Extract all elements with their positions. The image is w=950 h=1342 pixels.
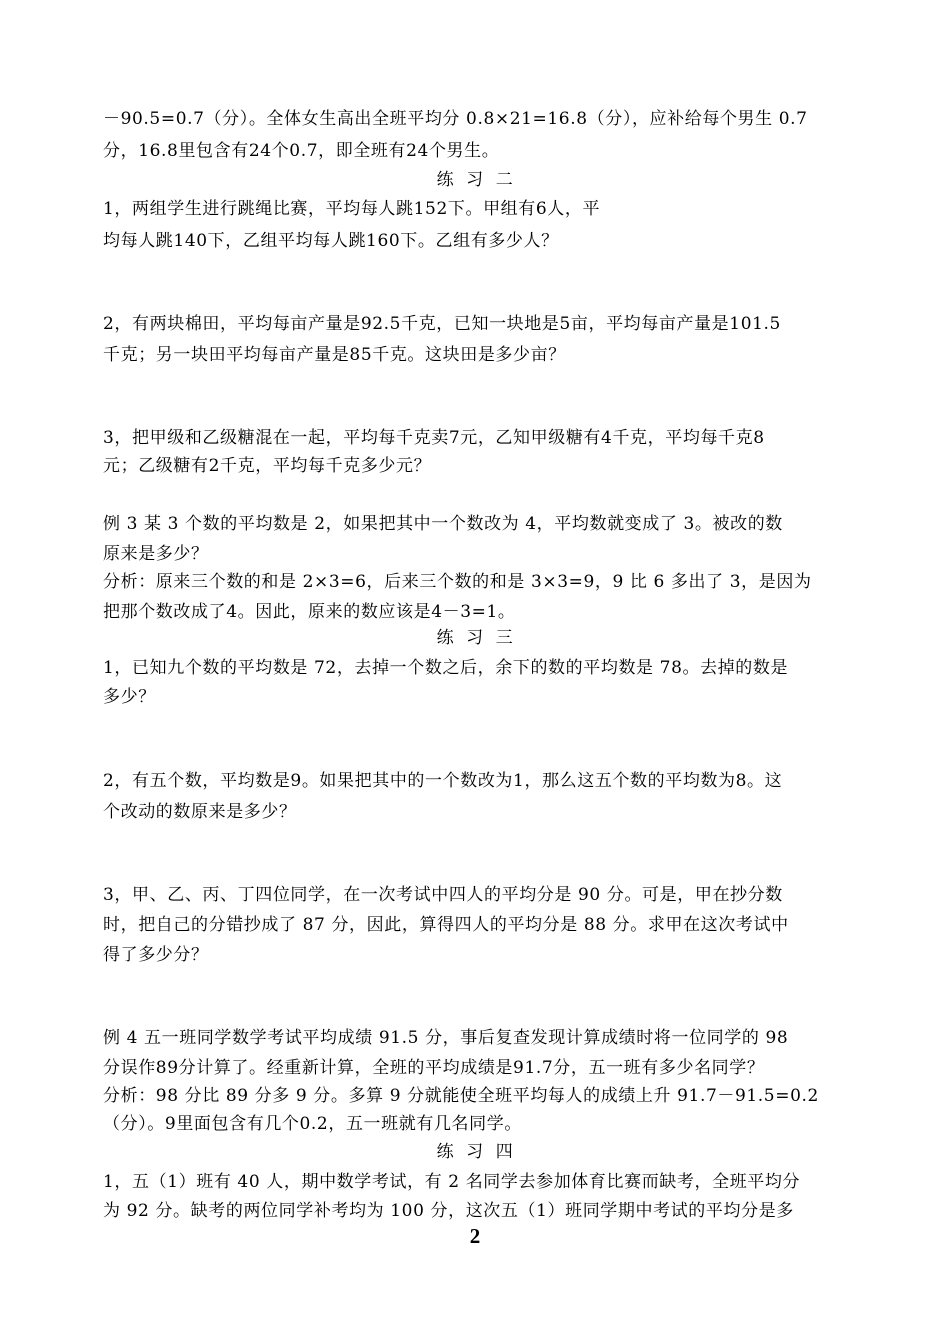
intro-line-1: －90.5=0.7（分）。全体女生高出全班平均分 0.8×21=16.8（分），应补给每个男生 0.7 [103, 109, 808, 129]
exercise-3-q1-line-1: 1，已知九个数的平均数是 72，去掉一个数之后，余下的数的平均数是 78。去掉的数是 [103, 658, 789, 678]
example-3-analysis-line-1: 分析：原来三个数的和是 2×3=6，后来三个数的和是 3×3=9，9 比 6 多出了 3，是因为 [103, 572, 812, 592]
intro-line-2: 分，16.8里包含有24个0.7，即全班有24个男生。 [103, 141, 500, 161]
exercise-4-q1-line-2: 为 92 分。缺考的两位同学补考均为 100 分，这次五（1）班同学期中考试的平均分是多 [103, 1201, 794, 1221]
exercise-2-q1-line-2: 均每人跳140下，乙组平均每人跳160下。乙组有多少人？ [103, 231, 559, 251]
exercise-2-heading: 练 习 二 [436, 170, 514, 190]
example-3-analysis-line-2: 把那个数改成了4。因此，原来的数应该是4－3=1。 [103, 602, 516, 622]
exercise-3-q2-line-2: 个改动的数原来是多少？ [103, 802, 297, 822]
exercise-3-heading: 练 习 三 [436, 628, 514, 648]
exercise-2-q2-line-2: 千克；另一块田平均每亩产量是85千克。这块田是多少亩？ [103, 345, 566, 365]
exercise-2-q3-line-1: 3，把甲级和乙级糖混在一起，平均每千克卖7元，乙知甲级糖有4千克，平均每千克8 [103, 428, 765, 448]
exercise-3-q3-line-2: 时，把自己的分错抄成了 87 分，因此，算得四人的平均分是 88 分。求甲在这次考试中 [103, 915, 789, 935]
exercise-3-q3-line-1: 3，甲、乙、丙、丁四位同学，在一次考试中四人的平均分是 90 分。可是，甲在抄分数 [103, 885, 783, 905]
exercise-2-q2-line-1: 2，有两块棉田，平均每亩产量是92.5千克，已知一块地是5亩，平均每亩产量是101.5 [103, 314, 781, 334]
exercise-2-q3-line-2: 元；乙级糖有2千克，平均每千克多少元？ [103, 456, 432, 476]
example-4-line-1: 例 4 五一班同学数学考试平均成绩 91.5 分，事后复查发现计算成绩时将一位同学的 98 [103, 1028, 789, 1048]
example-3-line-1: 例 3 某 3 个数的平均数是 2，如果把其中一个数改为 4，平均数就变成了 3。被改的数 [103, 514, 783, 534]
exercise-4-heading: 练 习 四 [436, 1142, 514, 1162]
exercise-3-q3-line-3: 得了多少分？ [103, 945, 209, 965]
exercise-3-q2-line-1: 2，有五个数，平均数是9。如果把其中的一个数改为1，那么这五个数的平均数为8。这 [103, 771, 783, 791]
page-number: 2 [469, 1224, 481, 1248]
exercise-2-q1-line-1: 1，两组学生进行跳绳比赛，平均每人跳152下。甲组有6人，平 [103, 199, 601, 219]
exercise-3-q1-line-2: 多少？ [103, 687, 156, 707]
example-3-line-2: 原来是多少？ [103, 544, 209, 564]
example-4-analysis-line-2: （分）。9里面包含有几个0.2，五一班就有几名同学。 [103, 1114, 522, 1134]
exercise-4-q1-line-1: 1，五（1）班有 40 人，期中数学考试，有 2 名同学去参加体育比赛而缺考，全班平均分 [103, 1172, 801, 1192]
example-4-line-2: 分误作89分计算了。经重新计算，全班的平均成绩是91.7分，五一班有多少名同学？ [103, 1058, 765, 1078]
example-4-analysis-line-1: 分析：98 分比 89 分多 9 分。多算 9 分就能使全班平均每人的成绩上升 91.7－91.5=0.2 [103, 1086, 819, 1106]
